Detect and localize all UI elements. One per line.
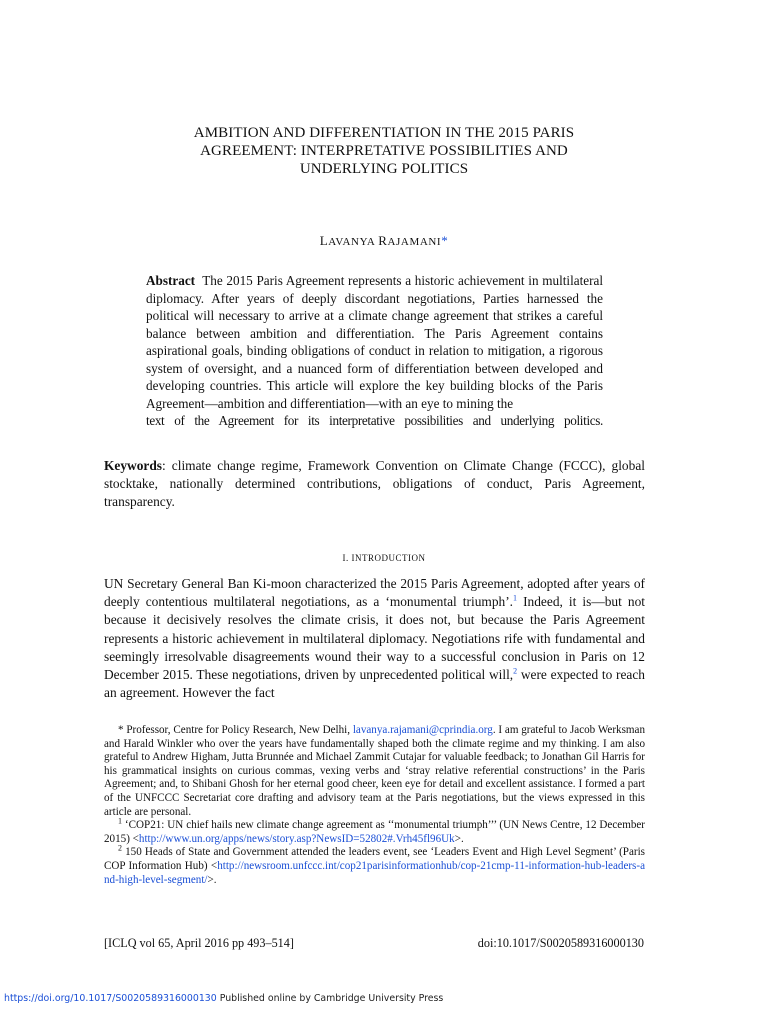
footnote-2-url[interactable]: http://newsroom.unfccc.int/cop21parisinformationhub/cop-21cmp-11-information-hub-leaders-and-high-level-segment/ <box>104 859 645 886</box>
author-last-initial: R <box>378 233 388 248</box>
article-doi: doi:10.1017/S0020589316000130 <box>477 936 644 950</box>
journal-citation: [ICLQ vol 65, April 2016 pp 493–514] <box>104 936 294 950</box>
keywords <box>104 457 645 511</box>
author-first-initial: L <box>319 233 329 248</box>
publisher-text: Published online by Cambridge University Press <box>216 993 444 1004</box>
footnote-2-text: 150 Heads of State and Government attended the leaders event, see ‘Leaders Event and High Level Segment’ (Paris COP Information Hub) < <box>104 846 645 872</box>
footnote-1-end: >. <box>454 832 464 845</box>
body-paragraph <box>104 575 645 702</box>
body-text-a: UN Secretary General Ban Ki-moon characterized the 2015 Paris Agreement, adopted after years of deeply contentious multilateral negotiations, as a ‘monumental triumph’. <box>104 576 645 610</box>
author-footnote-link[interactable]: * <box>441 233 449 248</box>
footnote-1-number: 1 <box>118 816 122 826</box>
author-email-link[interactable]: lavanya.rajamani@cprindia.org <box>352 724 493 736</box>
footnote-ref-1[interactable]: 1 <box>513 593 518 603</box>
publisher-bar <box>4 993 443 1004</box>
body-text-c: were expected to reach an agreement. However the fact <box>104 667 646 701</box>
abstract <box>146 272 603 430</box>
footnote-star-text-a: Professor, Centre for Policy Research, New Delhi, <box>123 724 353 736</box>
title-line-3: UNDERLYING POLITICS <box>299 161 469 177</box>
footnote-star-text-b: . I am grateful to Jacob Werksman and Harald Winkler who over the years have fundamentally shaped both the climate regime and my thinking. I am also grateful to Andrew Higham, Jutta Brunnée and Michael Zammit Cutajar for valuable feedback; to Jonathan Gil Harris for his grammatical insights on curious commas, vexing verbs and ‘stray relative referential constructions’ in the Paris Agreement; and, to Shibani Ghosh for her eternal good cheer, keen eye for detail and excellent assistance. I formed a part of the UNFCCC Secretariat core drafting and advisory team at the Paris negotiations, but the views expressed in this article are personal. <box>104 724 645 818</box>
footnotes <box>104 724 645 887</box>
abstract-last-line: text of the Agreement for its interpretative possibilities and underlying politics. <box>146 413 603 428</box>
abstract-label: Abstract <box>146 273 196 288</box>
author-last-rest: AJAMANI <box>387 236 442 248</box>
article-title <box>100 124 668 178</box>
keywords-label: Keywords <box>104 458 163 473</box>
footnote-1-url[interactable]: http://www.un.org/apps/news/story.asp?NewsID=52802#.Vrh45fl96Uk <box>138 832 455 845</box>
title-line-1: AMBITION AND DIFFERENTIATION IN THE 2015 PARIS <box>193 125 575 141</box>
footnote-star <box>104 724 645 819</box>
footnote-1-text: ‘COP21: UN chief hails new climate change agreement as ‘‘monumental triumph’’’ (UN News Centre, 12 December 2015) < <box>104 819 645 845</box>
footnote-2-end: >. <box>207 873 217 886</box>
footnote-ref-2[interactable]: 2 <box>513 666 518 676</box>
author-name <box>0 233 768 249</box>
keywords-text: : climate change regime, Framework Convention on Climate Change (FCCC), global stocktake, nationally determined contributions, obligations of conduct, Paris Agreement, transparency. <box>104 458 645 509</box>
footnote-2 <box>104 843 645 887</box>
footnote-1 <box>104 816 645 846</box>
footnote-2-number: 2 <box>118 843 122 853</box>
footnote-star-marker: * <box>118 724 124 736</box>
title-line-2: AGREEMENT: INTERPRETATIVE POSSIBILITIES AND <box>200 143 568 159</box>
abstract-text: The 2015 Paris Agreement represents a historic achievement in multilateral diplomacy. After years of deeply discordant negotiations, Parties harnessed the political will necessary to arrive at a climate change agreement that strikes a careful balance between ambition and differentiation. The Paris Agreement contains aspirational goals, binding obligations of conduct in relation to mitigation, a rigorous system of oversight, and a nuanced form of differentiation between developed and developing countries. This article will explore the key building blocks of the Paris Agreement—ambition and differentiation—with an eye to mining the <box>146 273 604 411</box>
body-text-b: Indeed, it is—but not because it decisively resolves the climate crisis, it does not, but because the Paris Agreement represents a historic achievement in multilateral diplomacy. Negotiations rife with fundamental and seemingly irresolvable disagreements wound their way to a successful conclusion in Paris on 12 December 2015. These negotiations, driven by unprecedented political will, <box>104 594 645 683</box>
section-heading: I. INTRODUCTION <box>342 553 426 563</box>
doi-link[interactable]: https://doi.org/10.1017/S0020589316000130 <box>4 993 217 1004</box>
author-first-rest: AVANYA <box>328 236 375 248</box>
